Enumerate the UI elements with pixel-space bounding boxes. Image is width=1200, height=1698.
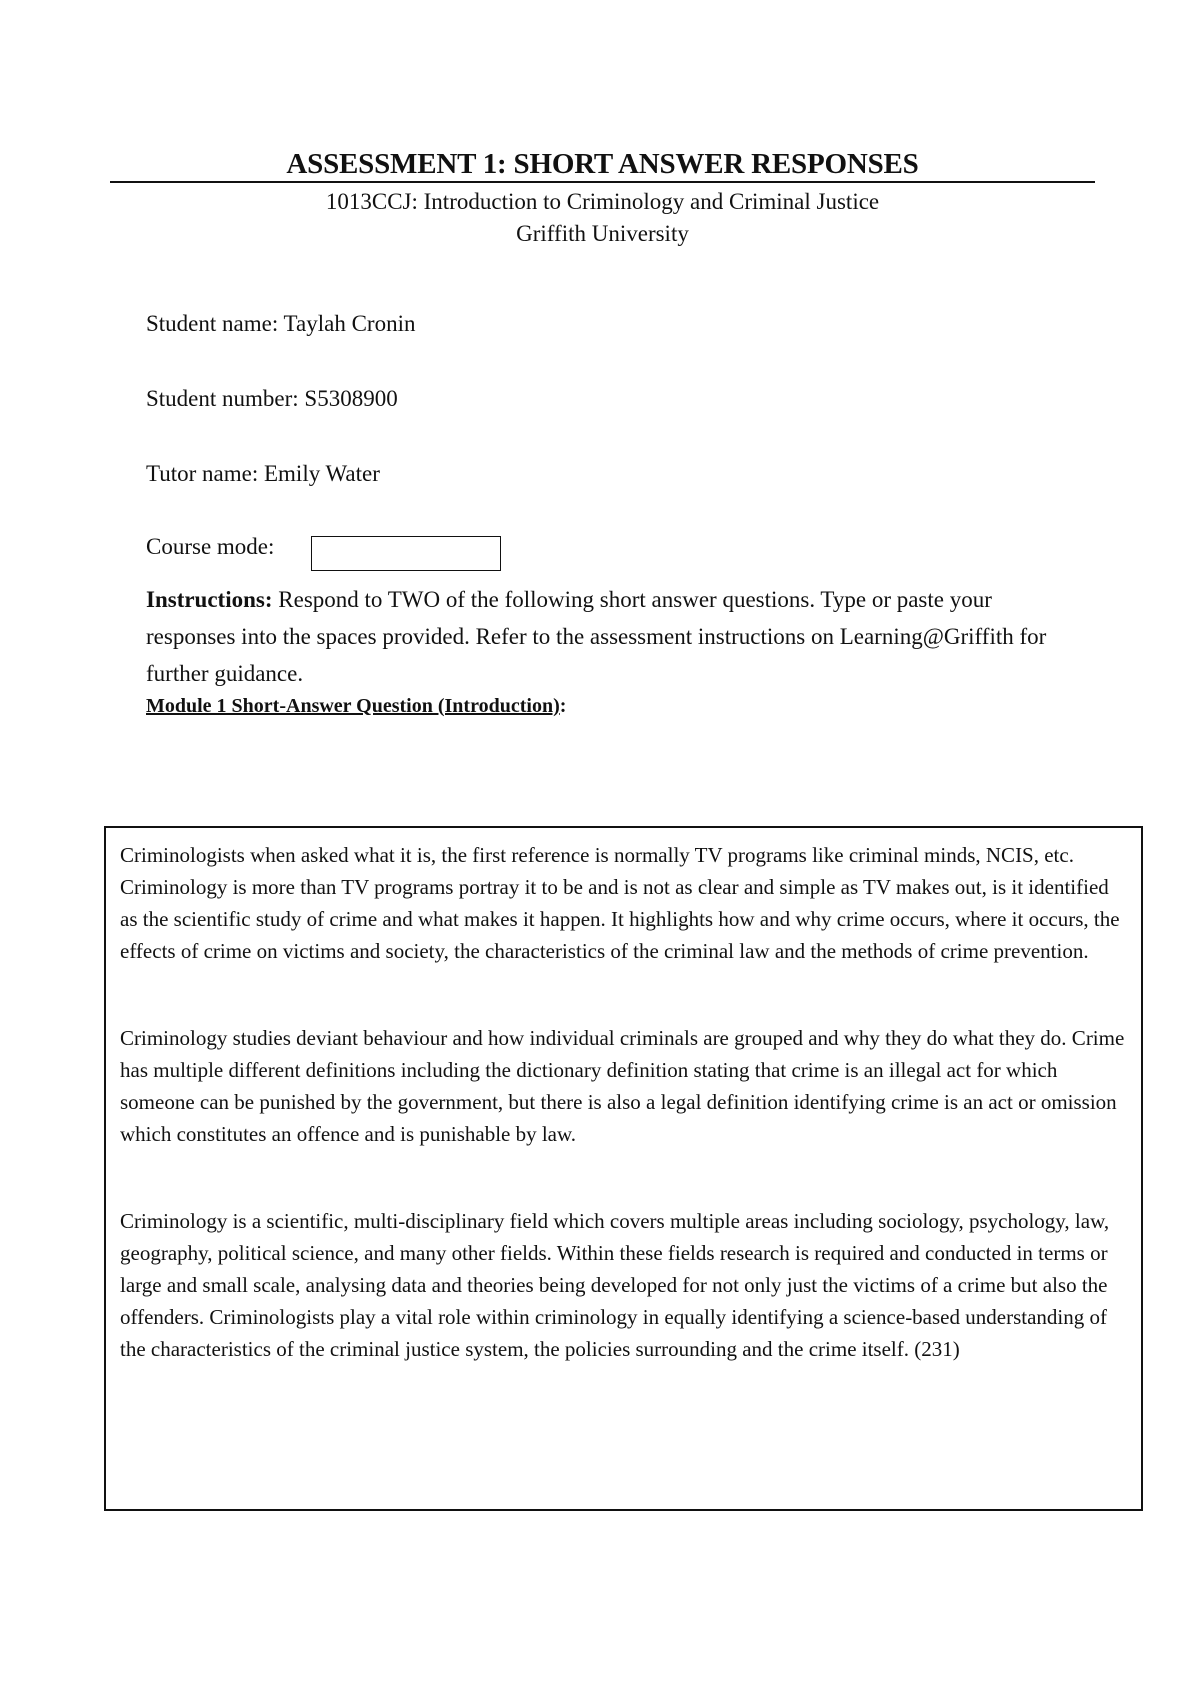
answer-box[interactable] bbox=[104, 826, 1143, 1511]
instructions-text: Respond to TWO of the following short answer questions. Type or paste your responses into the spaces provided. Refer to the assessment instructions on Learning@Griffith for further guidance. bbox=[146, 587, 1047, 686]
answer-paragraph: Criminologists when asked what it is, the first reference is normally TV programs like criminal minds, NCIS, etc. Criminology is more than TV programs portray it to be and is not as clear and simple as TV makes out, is it identified as the scientific study of crime and what makes it happen. It highlights how and why crime occurs, where it occurs, the effects of crime on victims and society, the characteristics of the criminal law and the methods of crime prevention. bbox=[120, 843, 1120, 963]
course-mode-field[interactable] bbox=[311, 536, 501, 571]
student-name: Student name: Taylah Cronin bbox=[146, 311, 416, 336]
answer-paragraph: Criminology studies deviant behaviour and how individual criminals are grouped and why they do what they do. Crime has multiple different definitions including the dictionary definition stating that crime is an illegal act for which someone can be punished by the government, but there is also a legal definition identifying crime is an act or omission which constitutes an offence and is punishable by law. bbox=[120, 1026, 1125, 1146]
answer-paragraph: Criminology is a scientific, multi-disciplinary field which covers multiple areas including sociology, psychology, law, geography, political science, and many other fields. Within these fields research is required and conducted in terms or large and small scale, analysing data and theories being developed for not only just the victims of a crime but also the offenders. Criminologists play a vital role within criminology in equally identifying a science-based understanding of the characteristics of the criminal justice system, the policies surrounding and the crime itself. (231) bbox=[120, 1209, 1110, 1361]
title-underline bbox=[110, 181, 1095, 183]
course-title: 1013CCJ: Introduction to Criminology and Criminal Justice bbox=[325, 189, 880, 214]
tutor-name: Tutor name: Emily Water bbox=[146, 461, 380, 486]
course-mode-label: Course mode: bbox=[146, 534, 275, 559]
student-number: Student number: S5308900 bbox=[146, 386, 398, 411]
module-1-heading-colon: : bbox=[559, 695, 567, 717]
university-name: Griffith University bbox=[516, 221, 689, 246]
instructions bbox=[146, 581, 1076, 692]
module-1-heading-text: Module 1 Short-Answer Question (Introduction) bbox=[146, 695, 560, 717]
page-title: ASSESSMENT 1: SHORT ANSWER RESPONSES bbox=[286, 148, 919, 180]
module-1-heading bbox=[146, 693, 566, 719]
instructions-label: Instructions: bbox=[146, 587, 273, 612]
